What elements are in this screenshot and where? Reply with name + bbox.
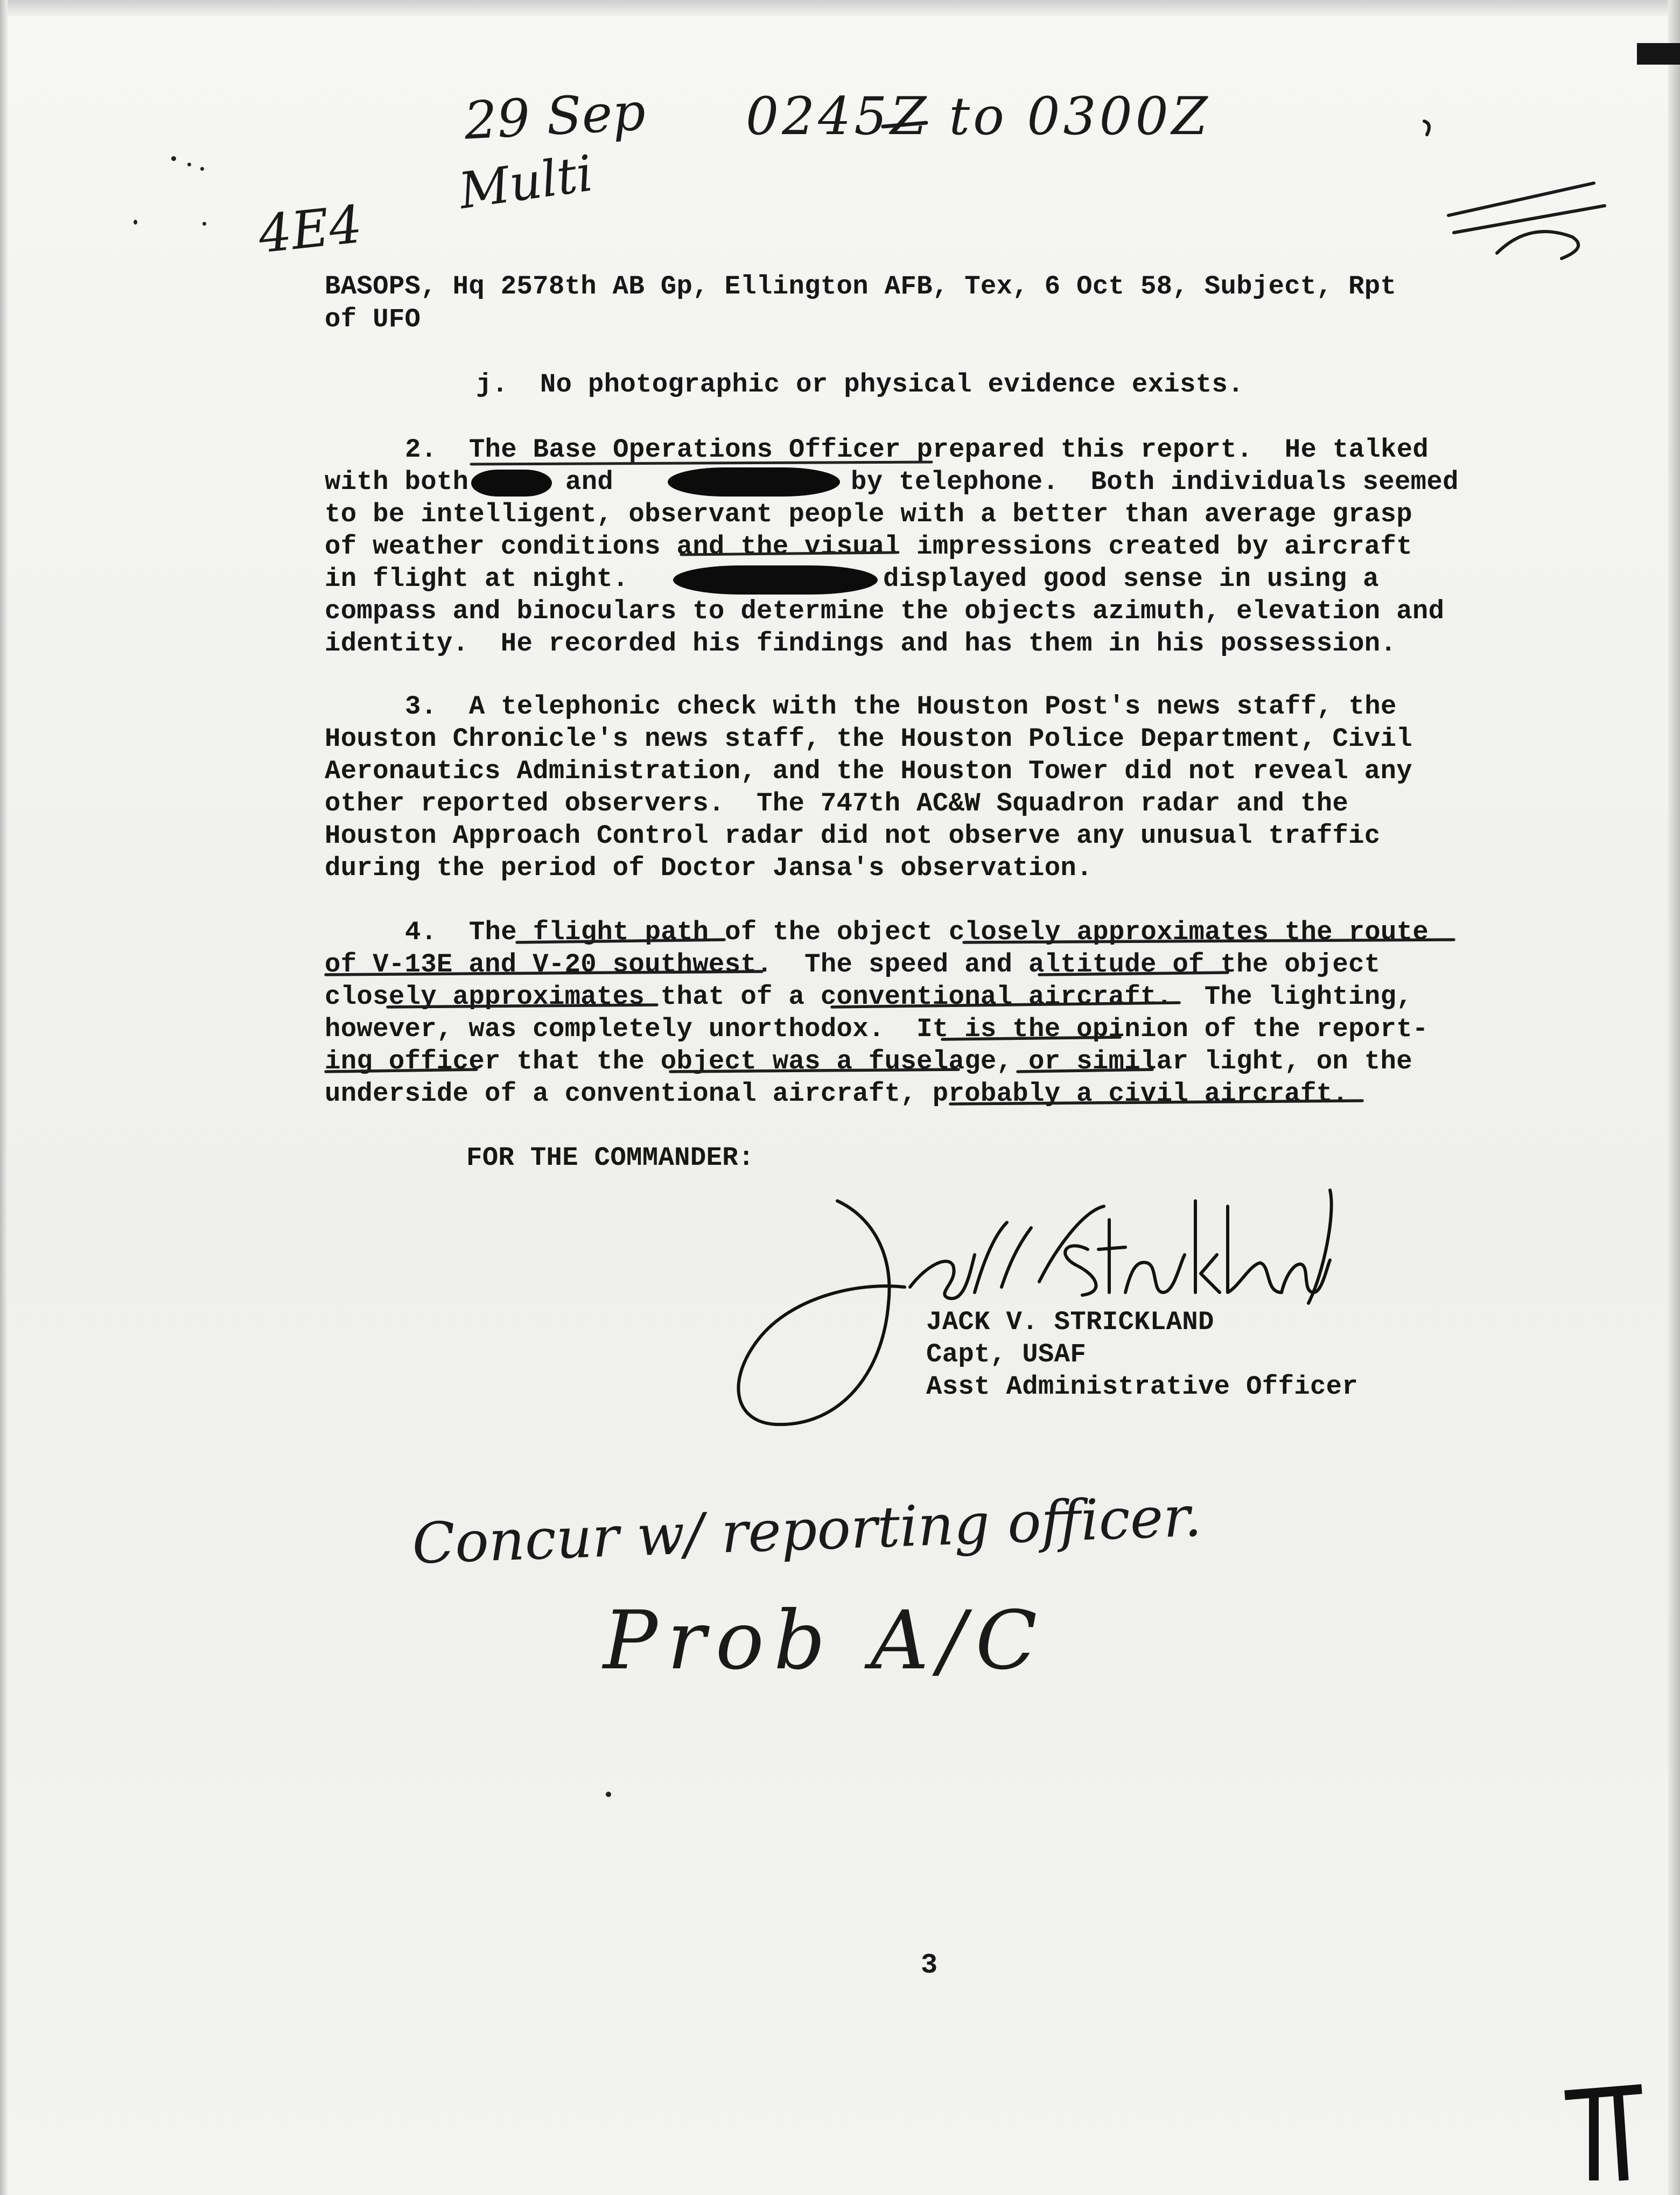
handwritten-time: 0245Z to 0300Z (746, 86, 1211, 146)
para3-line-1: 3. A telephonic check with the Houston Post's news staff, the (405, 691, 1397, 722)
header-line-1: BASOPS, Hq 2578th AB Gp, Ellington AFB, Tex, 6 Oct 58, Subject, Rpt (325, 271, 1397, 302)
closing: FOR THE COMMANDER: (466, 1143, 754, 1173)
page-number: 3 (921, 1949, 938, 1981)
handwritten-prob: Prob A/C (603, 1594, 1047, 1688)
para2-line-6: compass and binoculars to determine the objects azimuth, elevation and (325, 596, 1445, 626)
para2-line-4: of weather conditions and the visual impressions created by aircraft (325, 532, 1412, 562)
underline-group (326, 940, 1454, 1104)
para2-line-7: identity. He recorded his findings and has them in his possession. (325, 628, 1397, 659)
para2-line-2b: and (565, 467, 614, 497)
para3-line-2: Houston Chronicle's news staff, the Houston Police Department, Civil (325, 724, 1412, 754)
handwritten-concur: Concur w/ reporting officer. (411, 1483, 1203, 1577)
para3-line-3: Aeronautics Administration, and the Houston Tower did not reveal any (325, 756, 1412, 786)
para4-line-2: of V-13E and V-20 southwest. The speed and altitude of the object (325, 949, 1381, 980)
para3-line-4: other reported observers. The 747th AC&W Squadron radar and the (325, 788, 1349, 819)
signature (738, 1190, 1331, 1424)
signer-title: Asst Administrative Officer (926, 1372, 1359, 1402)
item-j: j. No photographic or physical evidence exists. (476, 369, 1244, 400)
handwritten-multi: Multi (455, 144, 597, 220)
handwritten-code: 4E4 (255, 194, 365, 265)
para2-line-5a: in flight at night. (325, 564, 629, 594)
para3-line-6: during the period of Doctor Jansa's observation. (325, 853, 1093, 883)
para2-line-5b: displayed good sense in using a (883, 564, 1379, 594)
underline-group (471, 462, 932, 555)
para4-line-1: 4. The flight path of the object closely approximates the route (405, 917, 1429, 947)
para4-line-6: underside of a conventional aircraft, probably a civil aircraft. (325, 1079, 1349, 1109)
para2-line-3: to be intelligent, observant people with a better than average grasp (325, 499, 1412, 529)
para3-line-5: Houston Approach Control radar did not observe any unusual traffic (325, 821, 1381, 851)
header-line-2: of UFO (325, 304, 421, 334)
signer-name: JACK V. STRICKLAND (926, 1307, 1214, 1337)
para4-line-4: however, was completely unorthodox. It is the opinion of the report- (325, 1014, 1429, 1044)
para2-line-2c: by telephone. Both individuals seemed (851, 467, 1459, 497)
handwritten-date: 29 Sep (463, 81, 647, 151)
para2-line-1: 2. The Base Operations Officer prepared this report. He talked (405, 435, 1429, 465)
signer-rank: Capt, USAF (926, 1339, 1087, 1369)
para2-line-2a: with both (325, 467, 469, 497)
margin-scribble (1424, 121, 1605, 258)
para4-line-3: closely approximates that of a conventional aircraft. The lighting, (325, 982, 1412, 1012)
para4-line-5: ing officer that the object was a fuselage, or similar light, on the (325, 1046, 1412, 1076)
